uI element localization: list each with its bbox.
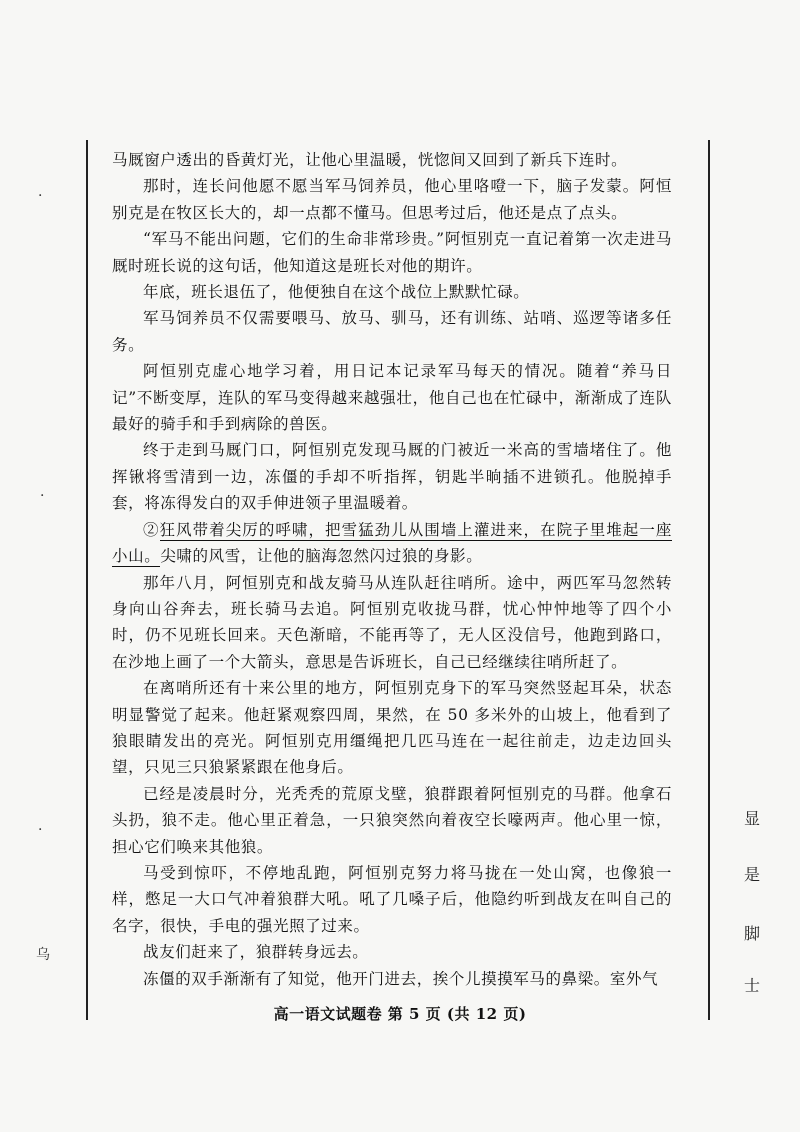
circled-number-marker: ②	[143, 520, 160, 539]
paragraph: 在离哨所还有十来公里的地方，阿恒别克身下的军马突然竖起耳朵，状态明显警觉了起来。他赶紧观察四周，果然，在 50 多米外的山坡上，他看到了狼眼睛发出的亮光。阿恒别克用缰绳把几匹马连在一起往前走，边走边回头望，只见三只狼紧紧跟在他身后。	[112, 679, 672, 777]
right-margin-glyph: 是	[744, 865, 761, 884]
paragraph: 年底，班长退伍了，他便独自在这个战位上默默忙碌。	[143, 283, 530, 302]
paragraph: 军马饲养员不仅需要喂马、放马、驯马，还有训练、站哨、巡逻等诸多任务。	[112, 309, 672, 354]
left-margin-mark: ·	[40, 488, 45, 504]
paragraph: 那年八月，阿恒别克和战友骑马从连队赶往哨所。途中，两匹军马忽然转身向山谷奔去，班长骑马去追。阿恒别克收拢马群，忧心忡忡地等了四个小时，仍不见班长回来。天色渐暗，不能再等了，无人区没信号，他跑到路口，在沙地上画了一个大箭头，意思是告诉班长，自己已经继续往哨所赶了。	[112, 573, 672, 671]
left-margin-mark: ·	[38, 822, 43, 838]
paragraph: 马厩窗户透出的昏黄灯光，让他心里温暖，恍惚间又回到了新兵下连时。	[112, 151, 628, 169]
left-binding-rule	[86, 140, 88, 1020]
paragraph: “军马不能出问题，它们的生命非常珍贵。”阿恒别克一直记着第一次走进马厩时班长说的这句话，他知道这是班长对他的期许。	[112, 230, 672, 275]
right-margin-glyph: 显	[744, 809, 761, 828]
paragraph: 那时，连长问他愿不愿当军马饲养员，他心里咯噔一下，脑子发蒙。阿恒别克是在牧区长大的，却一点都不懂马。但思考过后，他还是点了点头。	[112, 177, 672, 222]
underlined-sentence: 狂风带着尖厉的呼啸，把雪猛劲儿从围墙上灌进来，在院子里堆起一座小山。	[112, 520, 672, 566]
paragraph: 冻僵的双手渐渐有了知觉，他开门进去，挨个儿摸摸军马的鼻梁。室外气	[143, 969, 659, 988]
left-margin-mark: ·	[38, 188, 43, 204]
right-binding-rule	[708, 140, 710, 1020]
paragraph: 终于走到马厩门口，阿恒别克发现马厩的门被近一米高的雪墙堵住了。他挥锹将雪清到一边，冻僵的手却不听指挥，钥匙半晌插不进锁孔。他脱掉手套，将冻得发白的双手伸进领子里温暖着。	[112, 441, 672, 513]
paragraph: 已经是凌晨时分，光秃秃的荒原戈壁，狼群跟着阿恒别克的马群。他拿石头扔，狼不走。他心里正着急，一只狼突然向着夜空长嚎两声。他心里一惊，担心它们唤来其他狼。	[112, 784, 672, 856]
paragraph: 阿恒别克虚心地学习着，用日记本记录军马每天的情况。随着“养马日记”不断变厚，连队的军马变得越来越强壮，他自己也在忙碌中，渐渐成了连队最好的骑手和手到病除的兽医。	[112, 362, 672, 434]
right-margin-glyph: 脚	[744, 924, 761, 943]
paragraph: 马受到惊吓，不停地乱跑，阿恒别克努力将马拢在一处山窝，也像狼一样，憋足一大口气冲着狼群大吼。吼了几嗓子后，他隐约听到战友在叫自己的名字，很快，手电的强光照了过来。	[112, 863, 672, 935]
left-margin-glyph: 乌	[36, 947, 50, 963]
article-body	[112, 147, 672, 992]
sentence: 尖啸的风雪，让他的脑海忽然闪过狼的身影。	[160, 547, 483, 566]
paragraph: 战友们赶来了，狼群转身远去。	[143, 943, 369, 962]
underlined-paragraph	[112, 517, 672, 570]
page-footer: 高一语文试题卷 第 5 页 (共 12 页)	[273, 1005, 527, 1023]
right-margin-glyph: 士	[744, 976, 761, 995]
